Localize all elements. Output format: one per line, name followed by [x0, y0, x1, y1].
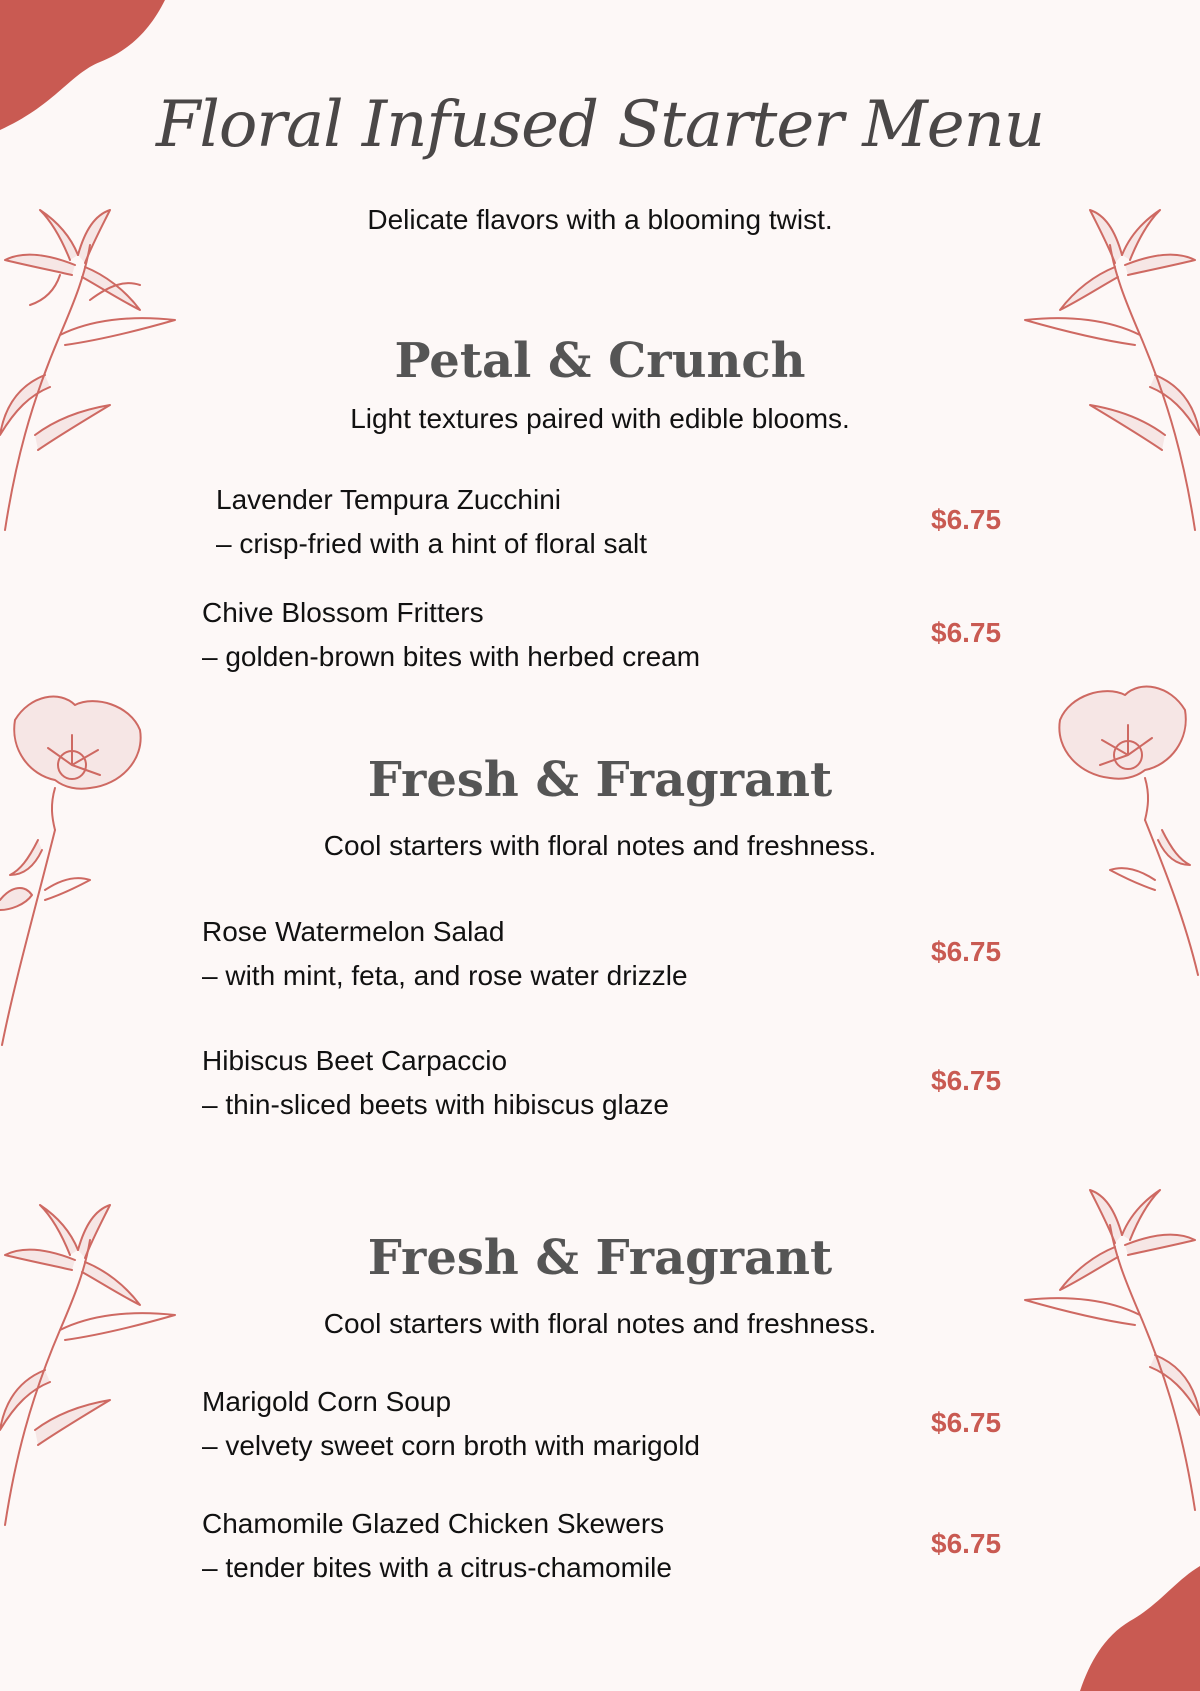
section-description: Cool starters with floral notes and freshness. — [323, 830, 877, 861]
bottom-right-blob-decoration — [1030, 1566, 1200, 1691]
menu-item — [202, 1039, 1022, 1129]
menu-item — [202, 1380, 1022, 1470]
section-title: Fresh & Fragrant — [367, 752, 833, 808]
section-description: Light textures paired with edible blooms. — [350, 403, 850, 434]
menu-item — [202, 1502, 1022, 1592]
section-title: Petal & Crunch — [394, 333, 806, 389]
menu-item — [202, 910, 1022, 1000]
item-description: – crisp-fried with a hint of floral salt — [216, 528, 648, 559]
menu-item — [202, 591, 1022, 681]
item-price: $6.75 — [931, 1407, 1002, 1438]
menu-subtitle: Delicate flavors with a blooming twist. — [367, 204, 833, 235]
item-price: $6.75 — [931, 1528, 1002, 1559]
item-price: $6.75 — [931, 504, 1002, 535]
section-description: Cool starters with floral notes and freshness. — [323, 1308, 877, 1339]
section-title: Fresh & Fragrant — [367, 1230, 833, 1286]
item-name: Rose Watermelon Salad — [202, 916, 505, 947]
menu-item — [216, 478, 1036, 568]
poppy-flower-icon — [0, 690, 150, 1050]
item-description: – thin-sliced beets with hibiscus glaze — [202, 1089, 669, 1120]
menu-title: Floral Infused Starter Menu — [155, 88, 1045, 162]
item-price: $6.75 — [931, 617, 1002, 648]
item-name: Lavender Tempura Zucchini — [216, 484, 562, 515]
item-name: Chive Blossom Fritters — [202, 597, 484, 628]
item-name: Hibiscus Beet Carpaccio — [202, 1045, 508, 1076]
item-name: Chamomile Glazed Chicken Skewers — [202, 1508, 665, 1539]
item-description: – with mint, feta, and rose water drizzle — [202, 960, 688, 991]
item-description: – tender bites with a citrus-chamomile — [202, 1552, 672, 1583]
item-price: $6.75 — [931, 1065, 1002, 1096]
item-description: – golden-brown bites with herbed cream — [202, 641, 701, 672]
item-price: $6.75 — [931, 936, 1002, 967]
item-name: Marigold Corn Soup — [202, 1386, 452, 1417]
item-description: – velvety sweet corn broth with marigold — [202, 1430, 700, 1461]
